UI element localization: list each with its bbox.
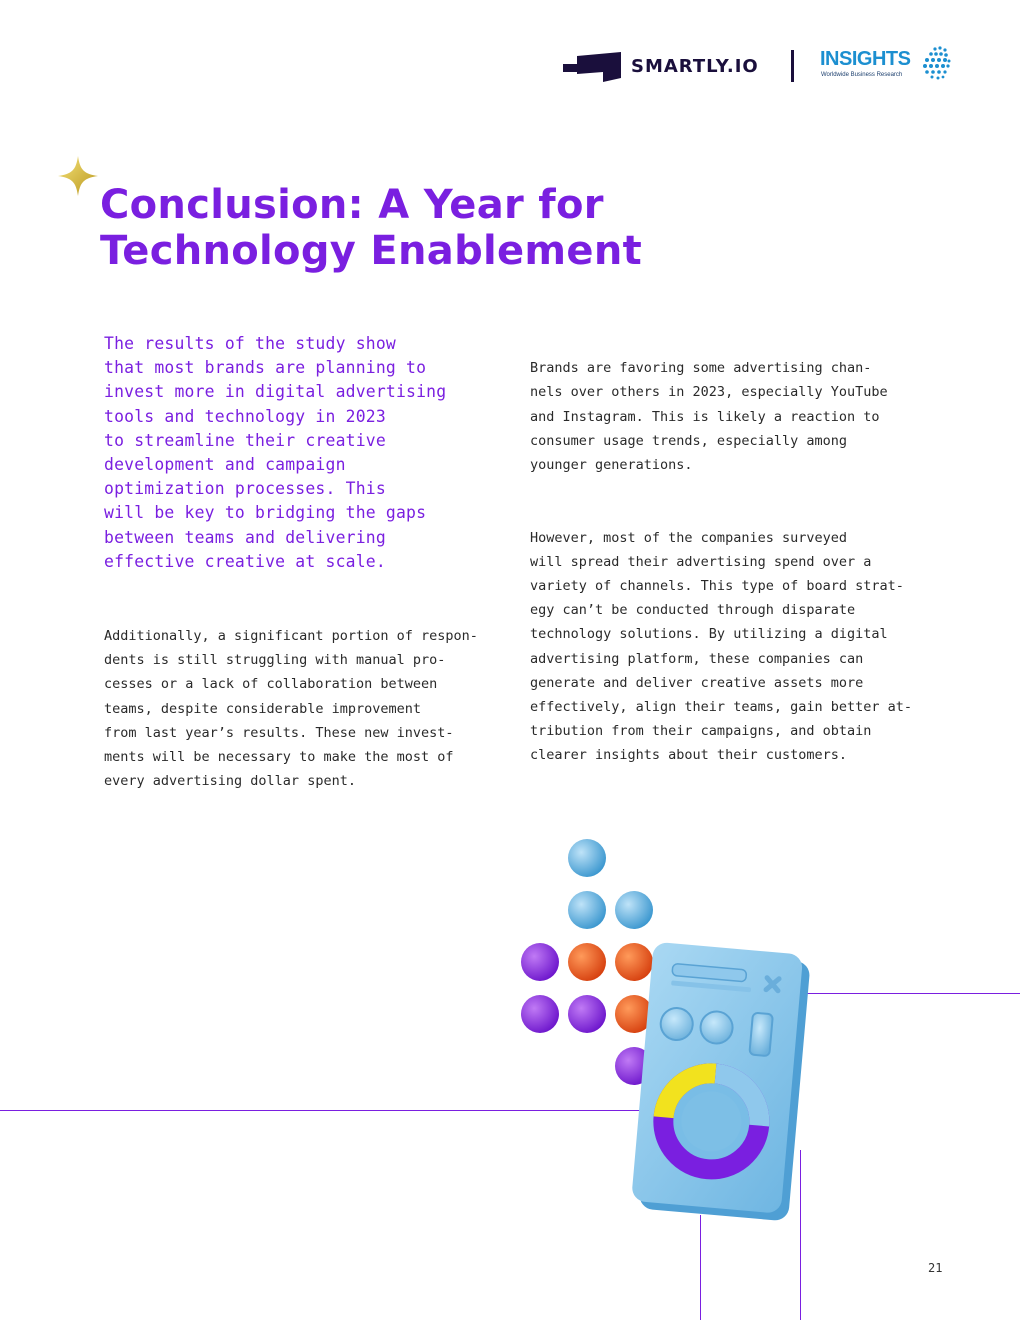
page-number: 21 [928, 1261, 943, 1275]
lead-paragraph: The results of the study show that most brands are planning to invest more in digital advertising tools and technology in 2023 to streamline their creative development and campaign optimization processes. This will be key to bridging the gaps between teams and delivering effective creative at scale. [104, 334, 447, 571]
page-title [100, 182, 860, 274]
right-column [530, 332, 940, 816]
right-paragraph-1: Brands are favoring some advertising chan- nels over others in 2023, especially YouTube and Instagram. This is likely a reaction to consumer usage trends, especially among younger generations. [530, 360, 888, 474]
sparkle-icon [58, 156, 98, 196]
insights-logo-text: INSIGHTS [820, 48, 911, 70]
title-line-1: Conclusion: A Year for [100, 182, 604, 228]
smartly-logo-text: SMARTLY.IO [631, 56, 759, 77]
dashboard-illustration [500, 830, 860, 1250]
title-line-2: Technology Enablement [100, 228, 643, 274]
logo-divider [791, 50, 794, 82]
smartly-logo-icon [563, 52, 621, 82]
right-paragraph-2: However, most of the companies surveyed will spread their advertising spend over a variety of channels. This type of board strat- egy can’t be conducted through disparate technology solutions. By utilizing a digital advertising platform, these companies can generate and deliver creative assets more effectively, align their teams, gain better at- tribution from their campaigns, and obtain clearer insights about their customers. [530, 529, 913, 764]
globe-icon [905, 43, 951, 83]
left-paragraph: Additionally, a significant portion of respon- dents is still struggling with manual pro- cesses or a lack of collaboration between teams, despite considerable improvement from last year’s results. These new invest- ments will be necessary to make the most of every advertising dollar spent. [104, 628, 478, 790]
insights-tagline: Worldwide Business Research [821, 72, 903, 78]
decorative-dots [521, 839, 653, 1085]
